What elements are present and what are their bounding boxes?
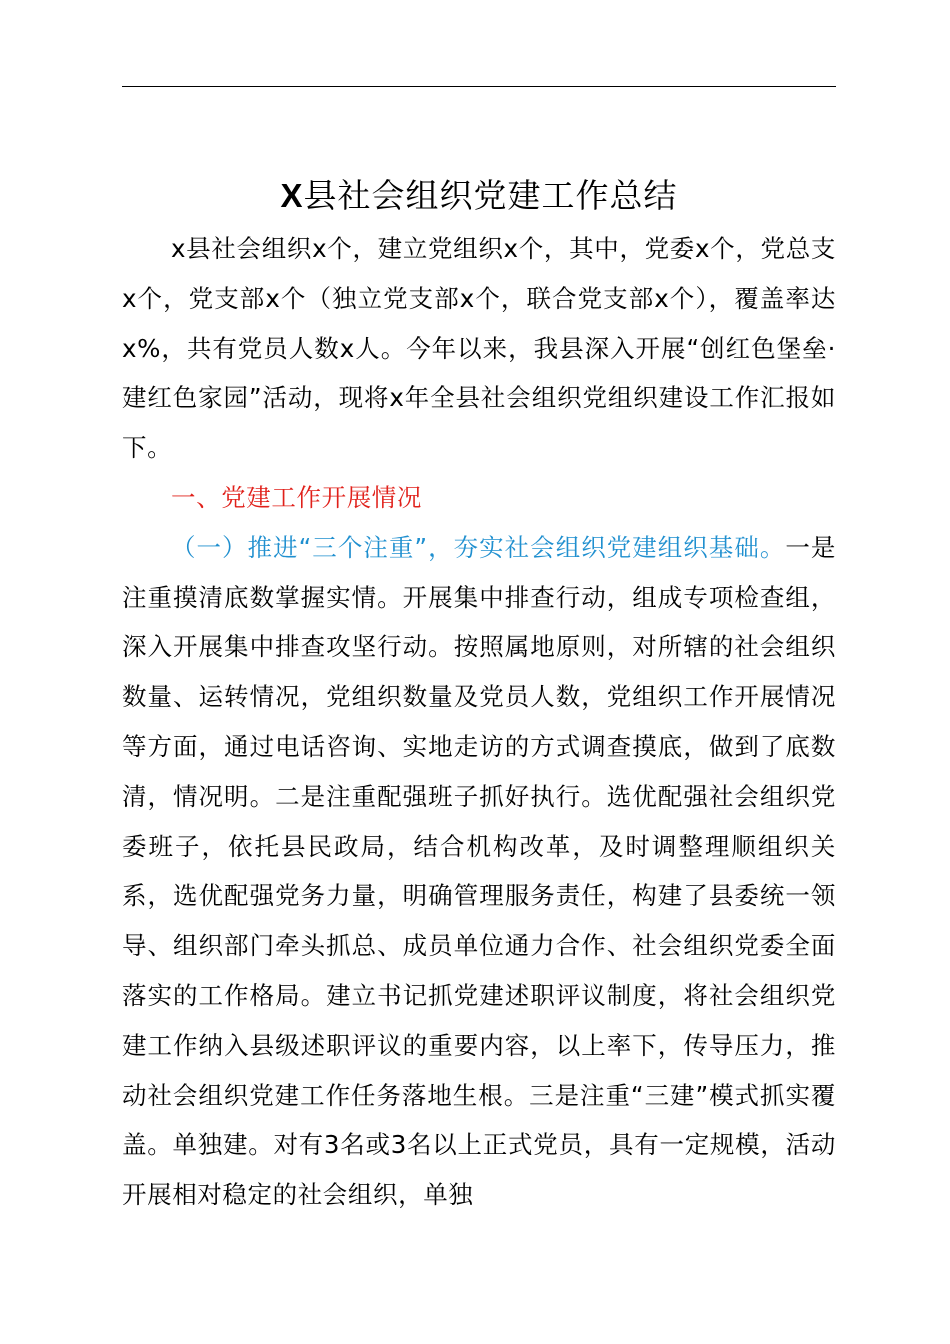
document-body (122, 224, 836, 1220)
page-title (122, 170, 836, 222)
title-mark: X (280, 177, 304, 215)
subsection-heading: （一）推进“三个注重”，夯实社会组织党建组织基础。 (171, 532, 786, 562)
intro-paragraph: x县社会组织x个，建立党组织x个，其中，党委x个，党总支x个，党支部x个（独立党支部x个，联合党支部x个），覆盖率达x%，共有党员人数x人。今年以来，我县深入开展“创红色堡垒·建红色家园”活动，现将x年全县社会组织党组织建设工作汇报如下。 (122, 234, 836, 463)
header-rule (122, 86, 836, 87)
section-heading: 一、党建工作开展情况 (171, 482, 422, 512)
subsection-paragraph (122, 523, 836, 1220)
subsection-body: 一是注重摸清底数掌握实情。开展集中排查行动，组成专项检查组，深入开展集中排查攻坚行动。按照属地原则，对所辖的社会组织数量、运转情况，党组织数量及党员人数，党组织工作开展情况等方面，通过电话咨询、实地走访的方式调查摸底，做到了底数清，情况明。二是注重配强班子抓好执行。选优配强社会组织党委班子，依托县民政局，结合机构改革，及时调整理顺组织关系，选优配强党务力量，明确管理服务责任，构建了县委统一领导、组织部门牵头抓总、成员单位通力合作、社会组织党委全面落实的工作格局。建立书记抓党建述职评议制度，将社会组织党建工作纳入县级述职评议的重要内容，以上率下，传导压力，推动社会组织党建工作任务落地生根。三是注重“三建”模式抓实覆盖。单独建。对有3名或3名以上正式党员，具有一定规模，活动开展相对稳定的社会组织，单独 (122, 532, 836, 1210)
title-text: 县社会组织党建工作总结 (303, 176, 678, 216)
